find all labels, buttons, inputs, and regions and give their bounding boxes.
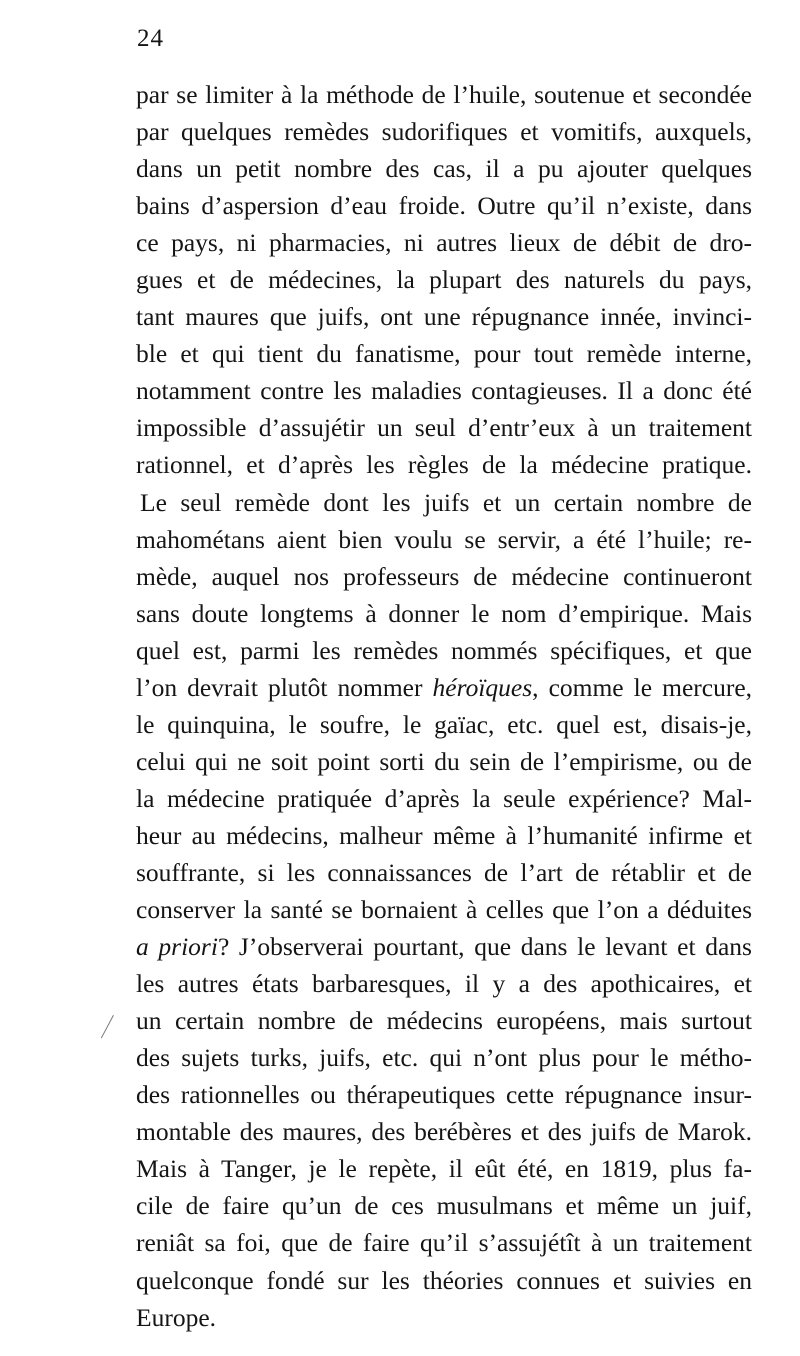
text-segment: l’on devrait plutôt nommer: [136, 672, 423, 702]
text-line: un certain nombre de médecins européens, mais surtout: [136, 1006, 752, 1036]
text-line: Europe.: [136, 1302, 217, 1332]
body-text: [136, 76, 752, 1336]
text-line: dans un petit nombre des cas, il a pu ajouter quelques: [136, 154, 752, 184]
italic-term: a priori: [136, 932, 218, 962]
text-line: rationnel, et d’après les règles de la médecine pratique.: [136, 450, 752, 480]
text-line: notamment contre les maladies contagieuses. Il a donc été: [136, 376, 752, 406]
text-line: impossible d’assujétir un seul d’entr’eux à un traitement: [136, 413, 752, 443]
text-line: les autres états barbaresques, il y a des apothicaires, et: [136, 969, 752, 999]
text-line: Mais à Tanger, je le repète, il eût été, en 1819, plus fa-: [136, 1154, 752, 1184]
text-line: ble et qui tient du fanatisme, pour tout remède interne,: [136, 339, 752, 369]
text-line: par quelques remèdes sudorifiques et vomitifs, auxquels,: [136, 117, 752, 147]
text-line: gues et de médecines, la plupart des naturels du pays,: [136, 265, 752, 295]
text-line: reniât sa foi, que de faire qu’il s’assujétît à un traitement: [136, 1228, 752, 1258]
text-line: souffrante, si les connaissances de l’art de rétablir et de: [136, 857, 752, 887]
text-line: ce pays, ni pharmacies, ni autres lieux de débit de dro-: [136, 228, 752, 258]
text-line-mixed: [136, 928, 752, 965]
text-line: des sujets turks, juifs, etc. qui n’ont plus pour le métho-: [136, 1043, 752, 1073]
text-line: quel est, parmi les remèdes nommés spécifiques, et que: [136, 635, 752, 665]
text-line: des rationnelles ou thérapeutiques cette répugnance insur-: [136, 1080, 752, 1110]
text-line: la médecine pratiquée d’après la seule expérience? Mal-: [136, 783, 752, 813]
text-line: quelconque fondé sur les théories connues et suivies en: [136, 1265, 752, 1295]
text-line-mixed: [136, 669, 752, 706]
text-line: sans doute longtems à donner le nom d’empirique. Mais: [136, 598, 752, 628]
text-line: Le seul remède dont les juifs et un certain nombre de: [140, 487, 752, 517]
italic-term: héroïques: [432, 672, 533, 702]
text-segment: ? J’observerai pourtant, que dans le levant et dans: [217, 932, 752, 962]
text-line: heur au médecins, malheur même à l’humanité infirme et: [136, 820, 752, 850]
text-line: tant maures que juifs, ont une répugnance innée, invinci-: [136, 302, 752, 332]
text-line: par se limiter à la méthode de l’huile, soutenue et secondée: [136, 80, 752, 109]
text-line: le quinquina, le soufre, le gaïac, etc. quel est, disais-je,: [136, 709, 752, 739]
page-number: 24: [137, 25, 164, 52]
text-line: celui qui ne soit point sorti du sein de l’empirisme, ou de: [136, 746, 752, 776]
text-line: bains d’aspersion d’eau froide. Outre qu’il n’existe, dans: [136, 191, 752, 221]
text-segment: , comme le mercure,: [532, 672, 753, 702]
margin-pencil-mark: [101, 1015, 114, 1038]
text-line: conserver la santé se bornaient à celles que l’on a déduites: [136, 895, 752, 925]
text-line: montable des maures, des berébères et des juifs de Marok.: [136, 1117, 752, 1147]
text-line: mède, auquel nos professeurs de médecine continueront: [136, 561, 752, 591]
text-line: mahométans aient bien voulu se servir, a été l’huile; re-: [136, 524, 752, 554]
text-line: cile de faire qu’un de ces musulmans et même un juif,: [136, 1191, 752, 1221]
